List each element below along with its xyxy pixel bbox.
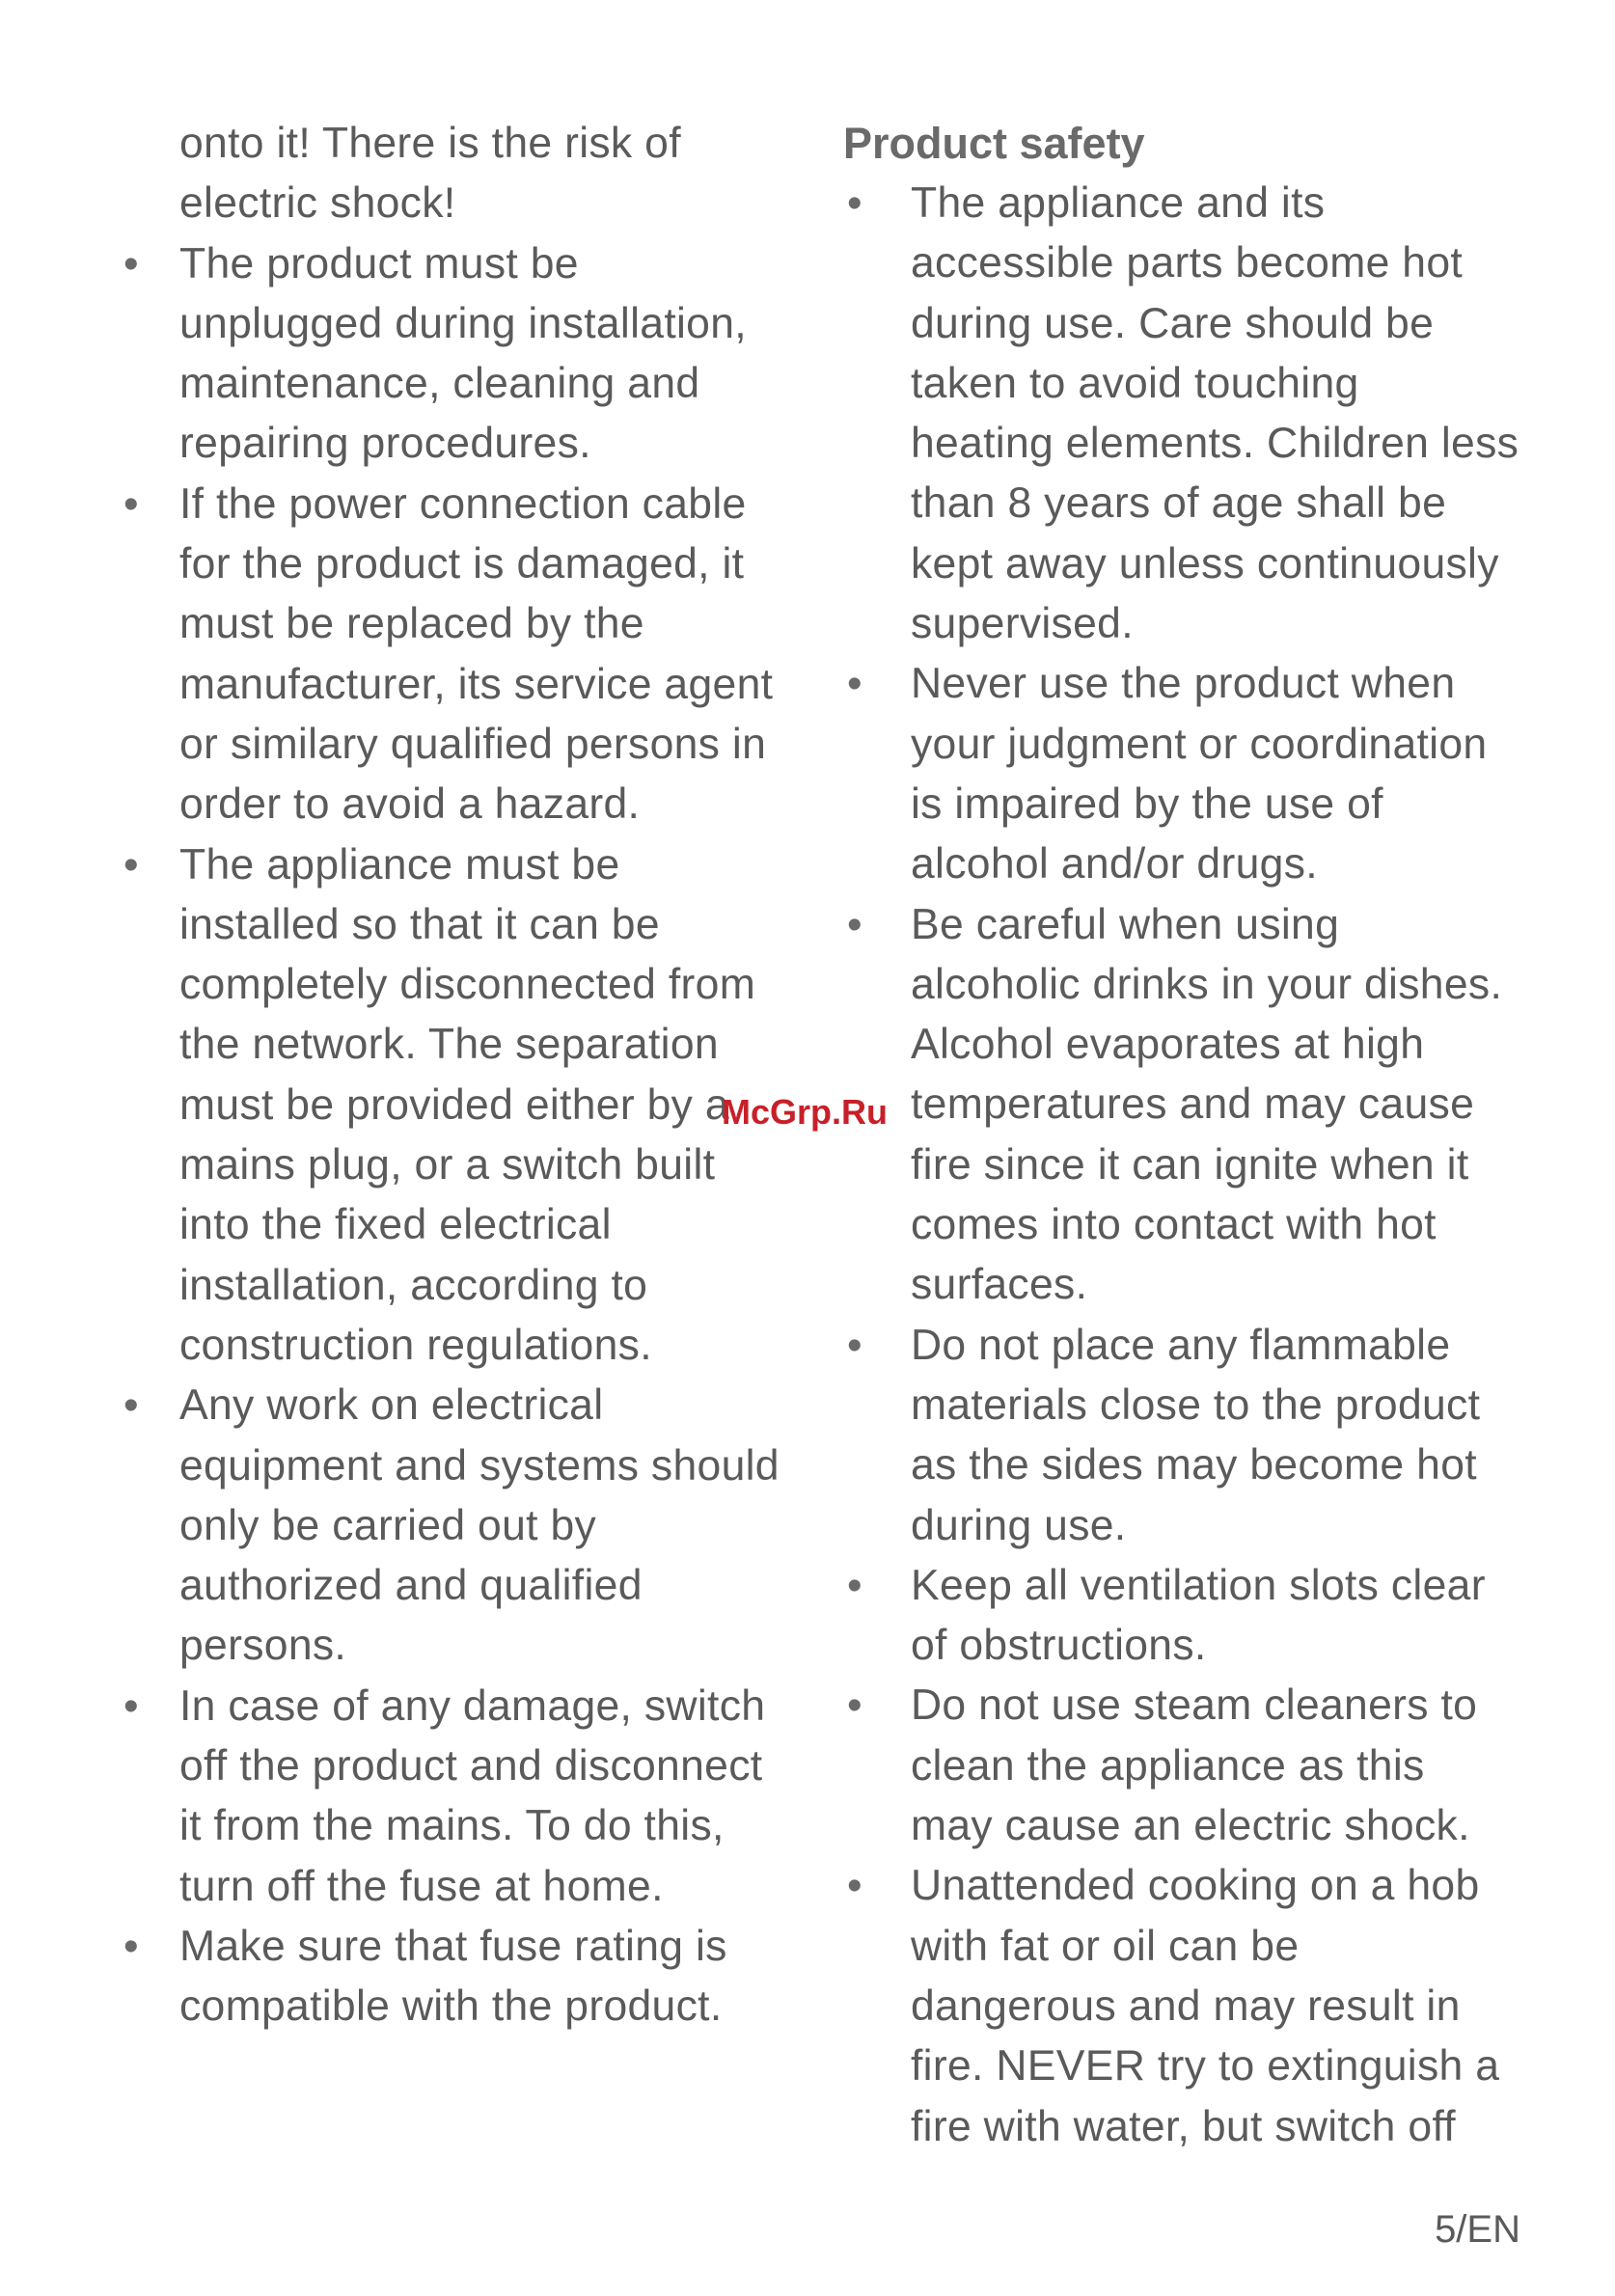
bullet-item — [843, 1316, 1538, 1556]
text-line: during use. Care should be — [911, 299, 1435, 347]
bullet-item — [118, 1917, 793, 2037]
text-line: materials close to the product — [911, 1380, 1481, 1429]
text-line: installation, according to — [179, 1261, 648, 1309]
bullet-icon: • — [847, 1681, 862, 1730]
bullet-item — [843, 1556, 1538, 1677]
text-line: Do not place any flammable — [911, 1321, 1451, 1369]
text-line: If the power connection cable — [179, 479, 747, 528]
text-line: off the product and disconnect — [179, 1742, 763, 1790]
text-line: compatible with the product. — [179, 1982, 723, 2031]
text-line: with fat or oil can be — [911, 1922, 1300, 1970]
text-line: heating elements. Children less — [911, 420, 1519, 468]
text-line: maintenance, cleaning and — [179, 360, 700, 408]
text-line: Unattended cooking on a hob — [911, 1862, 1480, 1910]
bullet-icon: • — [847, 660, 862, 708]
text-line: mains plug, or a switch built — [179, 1141, 716, 1189]
text-line: unplugged during installation, — [179, 299, 747, 347]
text-line: The appliance and its — [911, 179, 1326, 227]
text-line: onto it! There is the risk of — [179, 120, 681, 167]
text-line: Do not use steam cleaners to — [911, 1681, 1478, 1730]
bullet-item — [843, 1676, 1538, 1856]
section-heading: Product safety — [843, 119, 1145, 168]
text-line: Any work on electrical — [179, 1381, 604, 1430]
text-line: authorized and qualified — [179, 1562, 643, 1610]
text-line: clean the appliance as this — [911, 1741, 1425, 1790]
text-line: may cause an electric shock. — [911, 1802, 1470, 1850]
left-column — [118, 114, 793, 2037]
text-line: Keep all ventilation slots clear — [911, 1561, 1486, 1609]
text-line: alcohol and/or drugs. — [911, 840, 1318, 888]
text-line: supervised. — [911, 600, 1134, 648]
text-line: your judgment or coordination — [911, 720, 1488, 768]
text-line: during use. — [911, 1501, 1127, 1549]
text-line: Make sure that fuse rating is — [179, 1922, 727, 1970]
bullet-item — [118, 1376, 793, 1676]
text-line: or similary qualified persons in — [179, 720, 767, 768]
text-line: only be carried out by — [179, 1501, 597, 1549]
bullet-icon: • — [123, 1381, 139, 1430]
text-line: turn off the fuse at home. — [179, 1862, 664, 1910]
text-line: Alcohol evaporates at high — [911, 1021, 1425, 1069]
text-line: as the sides may become hot — [911, 1441, 1477, 1490]
text-line: into the fixed electrical — [179, 1201, 612, 1249]
bullet-icon: • — [123, 239, 139, 287]
bullet-icon: • — [847, 1321, 862, 1369]
text-line: must be provided either by a — [179, 1080, 729, 1129]
bullet-item — [118, 475, 793, 835]
bullet-item — [843, 174, 1538, 654]
text-line: fire with water, but switch off — [911, 2102, 1456, 2150]
bullet-icon: • — [123, 840, 139, 888]
text-line: must be replaced by the — [179, 600, 644, 648]
bullet-icon: • — [123, 479, 139, 528]
text-line: is impaired by the use of — [911, 779, 1383, 828]
text-line: taken to avoid touching — [911, 359, 1359, 407]
text-line: Be careful when using — [911, 900, 1340, 948]
watermark: McGrp.Ru — [722, 1092, 889, 1132]
bullet-icon: • — [123, 1922, 139, 1970]
bullet-icon: • — [847, 1561, 862, 1609]
bullet-item — [118, 835, 793, 1377]
bullet-icon: • — [847, 900, 862, 948]
continuation-paragraph — [118, 114, 793, 234]
right-column — [843, 114, 1538, 2157]
text-line: accessible parts become hot — [911, 239, 1464, 287]
text-line: The product must be — [179, 239, 579, 287]
text-line: dangerous and may result in — [911, 1982, 1461, 2030]
text-line: it from the mains. To do this, — [179, 1802, 725, 1850]
text-line: order to avoid a hazard. — [179, 780, 641, 829]
text-line: the network. The separation — [179, 1021, 719, 1069]
text-line: than 8 years of age shall be — [911, 479, 1447, 528]
bullet-item — [843, 654, 1538, 894]
text-line: repairing procedures. — [179, 420, 591, 468]
text-line: fire. NEVER try to extinguish a — [911, 2042, 1500, 2091]
text-line: for the product is damaged, it — [179, 540, 745, 588]
bullet-item — [118, 234, 793, 475]
bullet-icon: • — [847, 179, 862, 227]
text-line: temperatures and may cause — [911, 1080, 1475, 1129]
text-line: persons. — [179, 1622, 347, 1670]
text-line: The appliance must be — [179, 840, 620, 888]
text-line: surfaces. — [911, 1261, 1088, 1309]
text-line: alcoholic drinks in your dishes. — [911, 960, 1503, 1008]
text-line: fire since it can ignite when it — [911, 1140, 1469, 1189]
page-number: 5/EN — [1435, 2208, 1520, 2251]
text-line: manufacturer, its service agent — [179, 660, 774, 708]
text-line: construction regulations. — [179, 1321, 652, 1369]
bullet-item — [843, 895, 1538, 1316]
text-line: Never use the product when — [911, 660, 1456, 708]
text-line: electric shock! — [179, 179, 456, 228]
text-line: completely disconnected from — [179, 961, 756, 1009]
text-line: installed so that it can be — [179, 900, 660, 948]
bullet-item — [118, 1677, 793, 1917]
text-line: kept away unless continuously — [911, 539, 1499, 588]
bullet-icon: • — [123, 1681, 139, 1730]
bullet-item — [843, 1856, 1538, 2156]
text-line: In case of any damage, switch — [179, 1681, 766, 1730]
bullet-icon: • — [847, 1862, 862, 1910]
text-line: comes into contact with hot — [911, 1201, 1437, 1249]
text-line: of obstructions. — [911, 1622, 1207, 1670]
text-line: equipment and systems should — [179, 1441, 780, 1490]
